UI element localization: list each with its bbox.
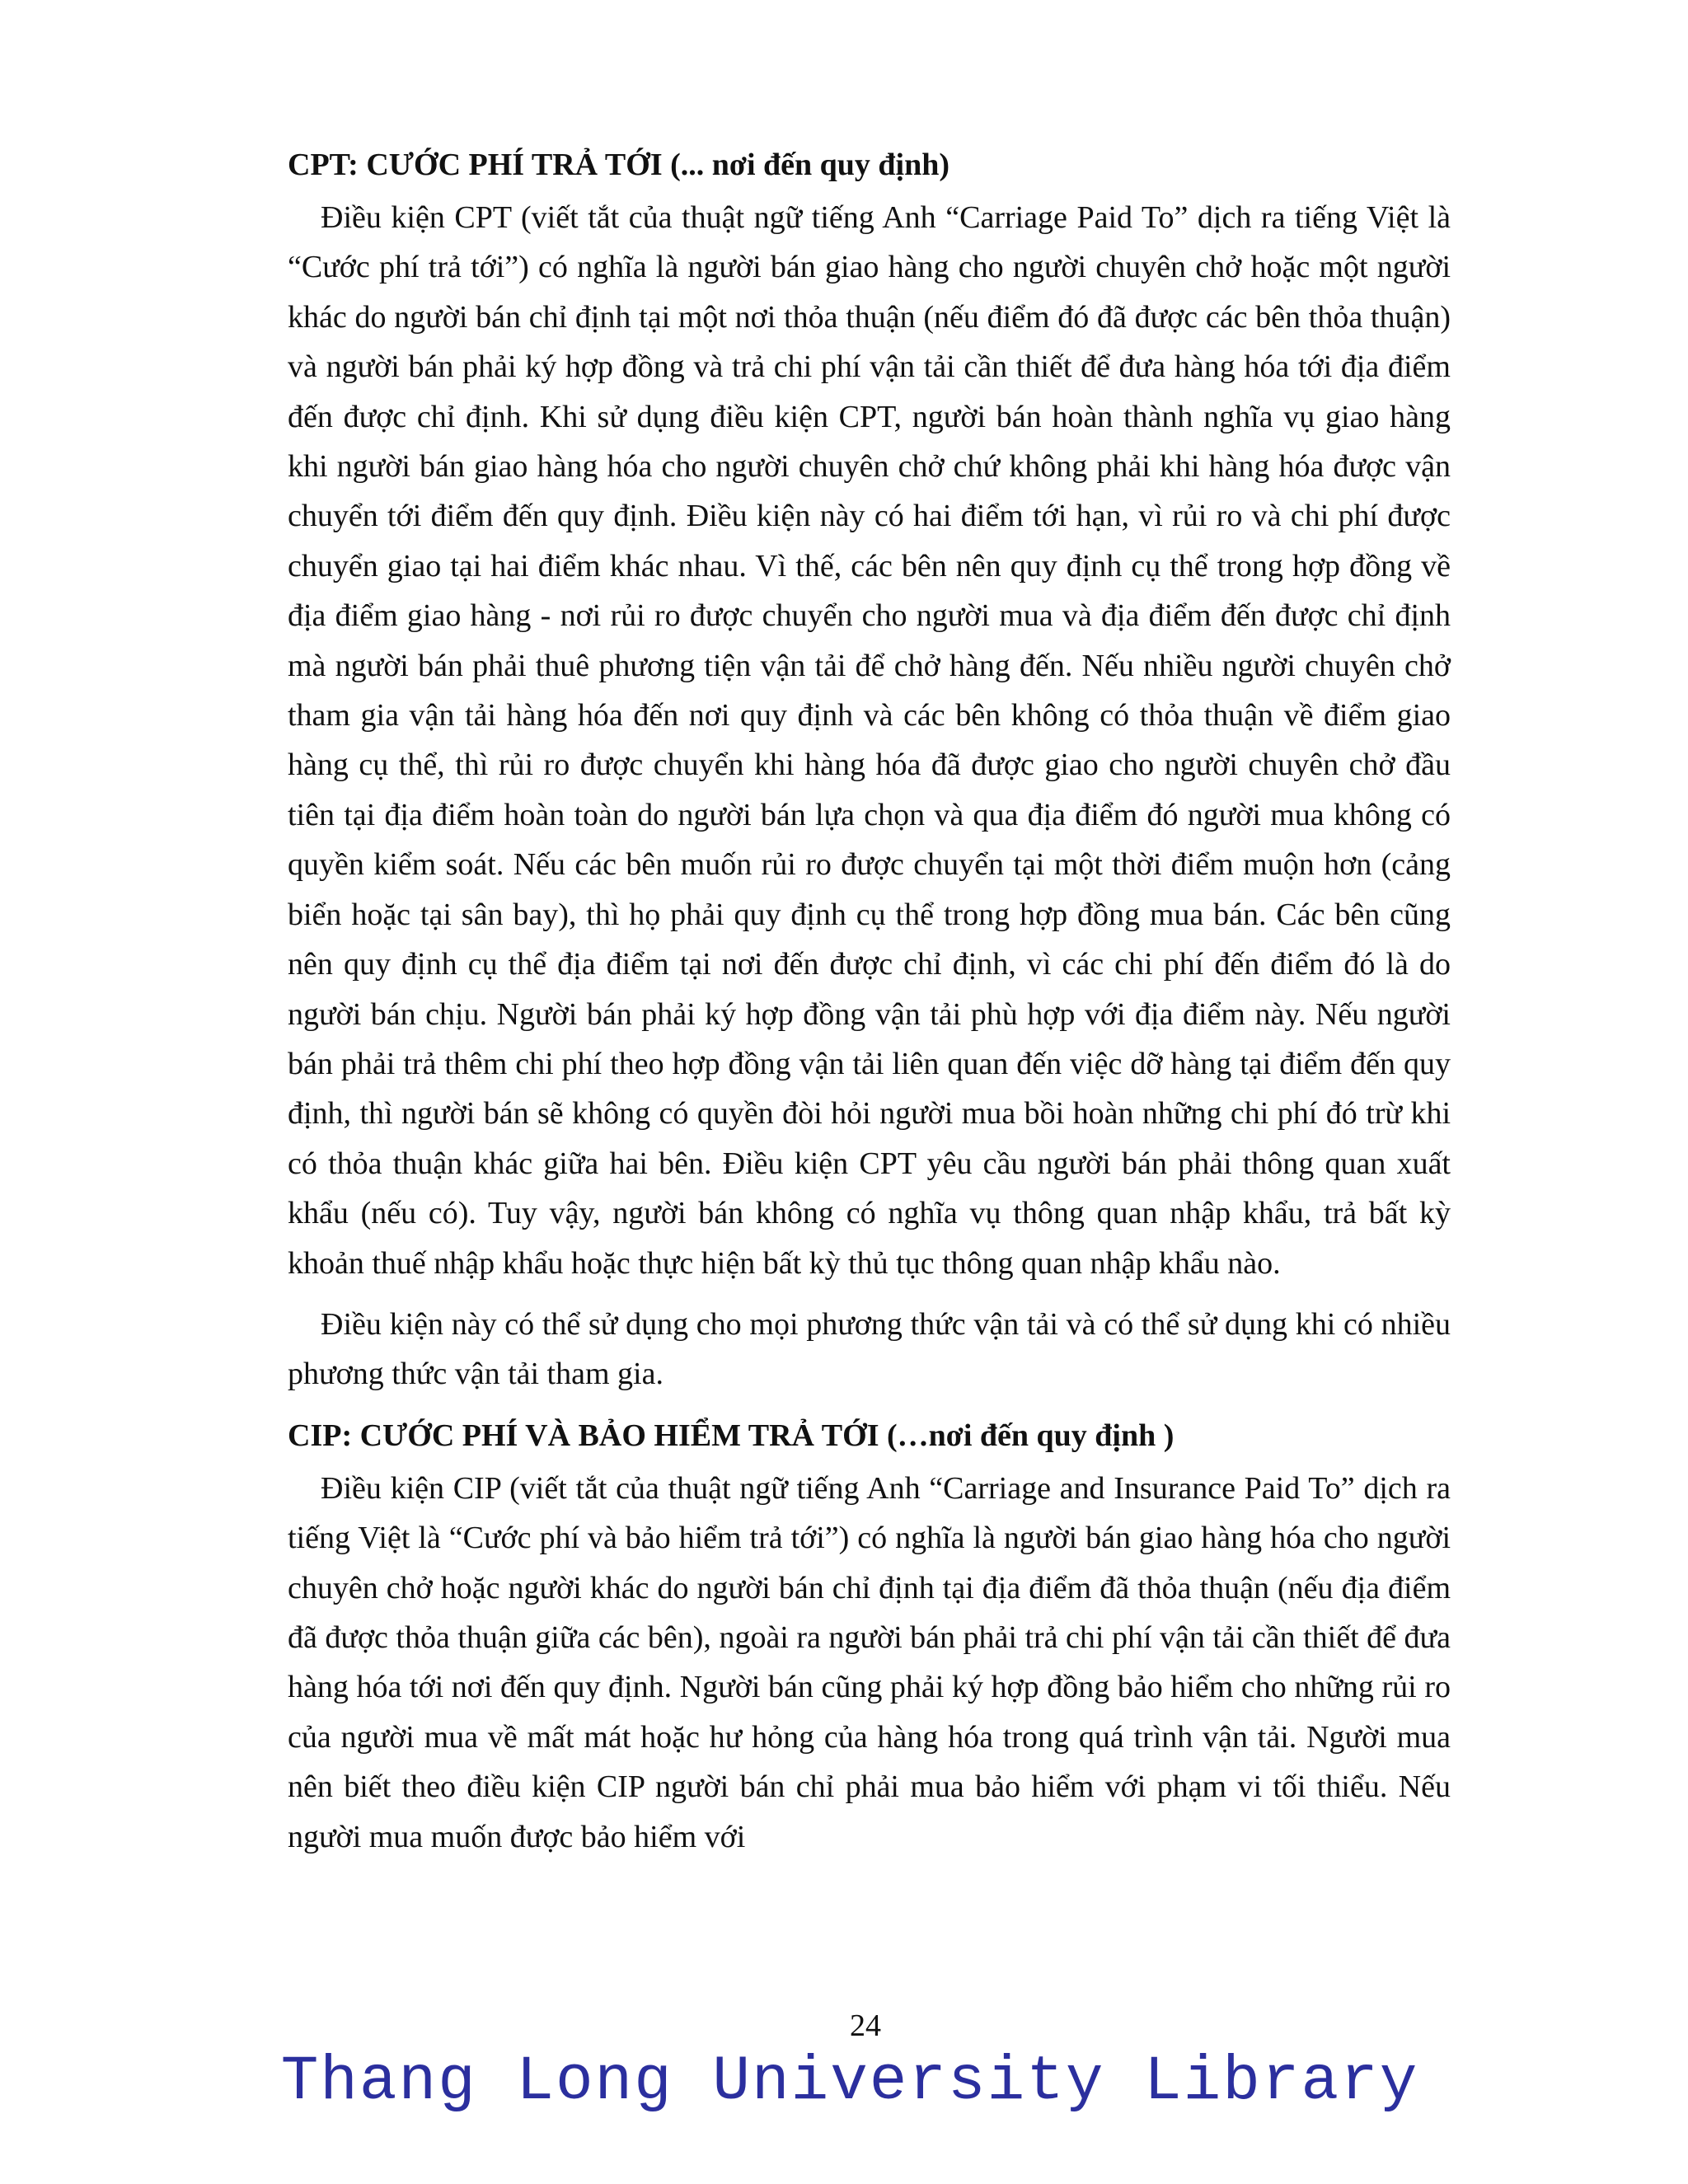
paragraph-cpt-transport-modes: Điều kiện này có thể sử dụng cho mọi phương thức vận tải và có thể sử dụng khi có nhiều phương thức vận tải tham gia. xyxy=(288,1306,1451,1392)
page-number: 24 xyxy=(850,2008,881,2043)
section-heading-cpt: CPT: CƯỚC PHÍ TRẢ TỚI (... nơi đến quy định) xyxy=(288,148,950,182)
library-watermark: Thang Long University Library xyxy=(280,2046,1419,2117)
section-heading-cip: CIP: CƯỚC PHÍ VÀ BẢO HIỂM TRẢ TỚI (…nơi đến quy định ) xyxy=(288,1418,1175,1453)
paragraph-cip-definition: Điều kiện CIP (viết tắt của thuật ngữ tiếng Anh “Carriage and Insurance Paid To” dịch ra tiếng Việt là “Cước phí và bảo hiểm trả tới”) có nghĩa là người bán giao hàng hóa cho người chuyên chở hoặc người khác do người bán chỉ định tại địa điểm đã thỏa thuận (nếu địa điểm đã được thỏa thuận giữa các bên), ngoài ra người bán phải trả chi phí vận tải cần thiết để đưa hàng hóa tới nơi đến quy định. Người bán cũng phải ký hợp đồng bảo hiểm cho những rủi ro của người mua về mất mát hoặc hư hỏng của hàng hóa trong quá trình vận tải. Người mua nên biết theo điều kiện CIP người bán chỉ phải mua bảo hiểm với phạm vi tối thiểu. Nếu người mua muốn được bảo hiểm với xyxy=(288,1470,1451,1854)
paragraph-cpt-definition: Điều kiện CPT (viết tắt của thuật ngữ tiếng Anh “Carriage Paid To” dịch ra tiếng Việt là “Cước phí trả tới”) có nghĩa là người bán giao hàng cho người chuyên chở hoặc một người khác do người bán chỉ định tại một nơi thỏa thuận (nếu điểm đó đã được các bên thỏa thuận) và người bán phải ký hợp đồng và trả chi phí vận tải cần thiết để đưa hàng hóa tới địa điểm đến được chỉ định. Khi sử dụng điều kiện CPT, người bán hoàn thành nghĩa vụ giao hàng khi người bán giao hàng hóa cho người chuyên chở chứ không phải khi hàng hóa được vận chuyển tới điểm đến quy định. Điều kiện này có hai điểm tới hạn, vì rủi ro và chi phí được chuyển giao tại hai điểm khác nhau. Vì thế, các bên nên quy định cụ thể trong hợp đồng về địa điểm giao hàng - nơi rủi ro được chuyển cho người mua và địa điểm đến được chỉ định mà người bán phải thuê phương tiện vận tải để chở hàng đến. Nếu nhiều người chuyên chở tham gia vận tải hàng hóa đến nơi quy định và các bên không có thỏa thuận về điểm giao hàng cụ thể, thì rủi ro được chuyển khi hàng hóa đã được giao cho người chuyên chở đầu tiên tại địa điểm hoàn toàn do người bán lựa chọn và qua địa điểm đó người mua không có quyền kiểm soát. Nếu các bên muốn rủi ro được chuyển tại một thời điểm muộn hơn (cảng biển hoặc tại sân bay), thì họ phải quy định cụ thể trong hợp đồng mua bán. Các bên cũng nên quy định cụ thể địa điểm tại nơi đến được chỉ định, vì các chi phí đến điểm đó là do người bán chịu. Người bán phải ký hợp đồng vận tải phù hợp với địa điểm này. Nếu người bán phải trả thêm chi phí theo hợp đồng vận tải liên quan đến việc dỡ hàng tại điểm đến quy định, thì người bán sẽ không có quyền đòi hỏi người mua bồi hoàn những chi phí đó trừ khi có thỏa thuận khác giữa hai bên. Điều kiện CPT yêu cầu người bán phải thông quan xuất khẩu (nếu có). Tuy vậy, người bán không có nghĩa vụ thông quan nhập khẩu, trả bất kỳ khoản thuế nhập khẩu hoặc thực hiện bất kỳ thủ tục thông quan nhập khẩu nào. xyxy=(288,200,1451,1281)
page-content xyxy=(288,140,1451,1873)
